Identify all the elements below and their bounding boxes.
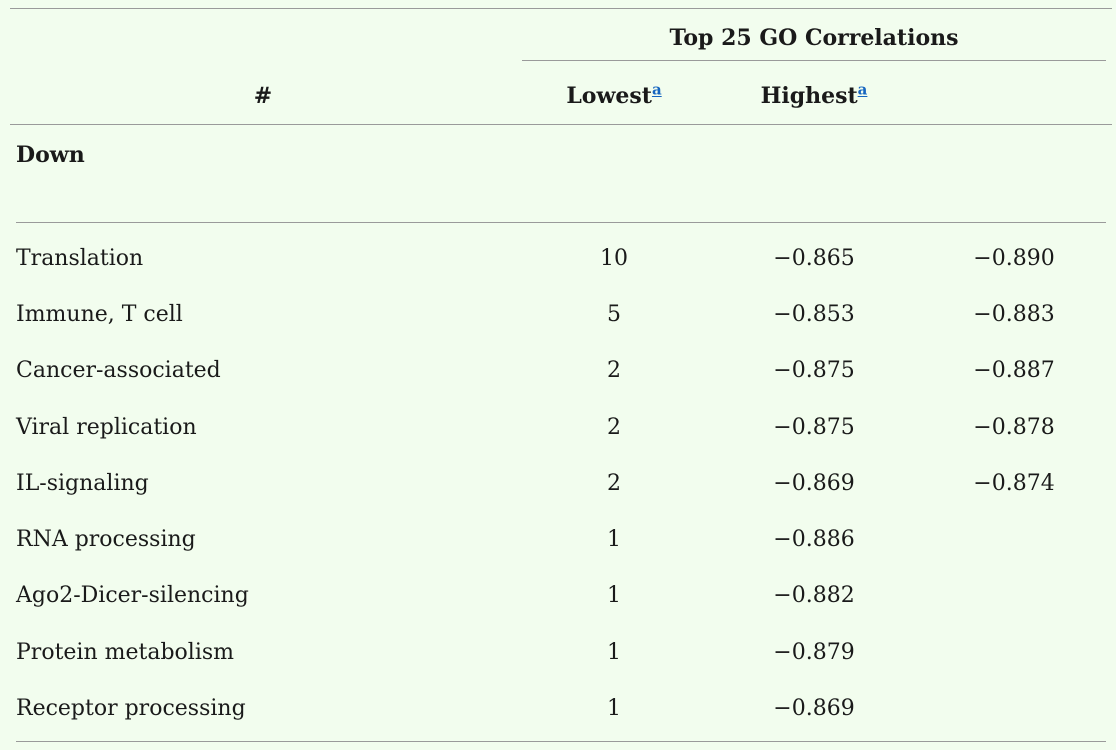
- row-lowest: −0.875: [773, 415, 855, 440]
- header-bottom-rule: [10, 124, 1112, 125]
- row-highest: −0.890: [973, 246, 1055, 271]
- row-category: RNA processing: [16, 527, 196, 552]
- group-header-title: Top 25 GO Correlations: [669, 25, 959, 51]
- row-count: 1: [607, 527, 621, 552]
- row-lowest: −0.853: [773, 302, 855, 327]
- row-count: 1: [607, 640, 621, 665]
- row-category: Translation: [16, 246, 144, 271]
- row-highest: −0.883: [973, 302, 1055, 327]
- row-highest: −0.878: [973, 415, 1055, 440]
- row-lowest: −0.869: [773, 471, 855, 496]
- row-count: 1: [607, 696, 621, 721]
- row-count: 2: [607, 415, 621, 440]
- row-highest: −0.874: [973, 471, 1055, 496]
- row-count: 2: [607, 471, 621, 496]
- footnote-link-a[interactable]: a: [651, 80, 662, 99]
- row-lowest: −0.875: [773, 358, 855, 383]
- row-category: Receptor processing: [16, 696, 246, 721]
- row-category: Cancer-associated: [16, 358, 221, 383]
- column-header-highest: [761, 82, 868, 110]
- row-lowest: −0.865: [773, 246, 855, 271]
- row-count: 5: [607, 302, 621, 327]
- section-label-down: Down: [16, 142, 85, 168]
- row-count: 2: [607, 358, 621, 383]
- row-category: Viral replication: [16, 415, 197, 440]
- column-header-lowest-label: Lowest: [566, 83, 652, 109]
- row-lowest: −0.882: [773, 583, 855, 608]
- table-bottom-rule: [16, 741, 1106, 742]
- footnote-link-a[interactable]: a: [857, 80, 868, 99]
- row-category: Immune, T cell: [16, 302, 183, 327]
- table-top-rule: [10, 8, 1112, 9]
- section-rule: [16, 222, 1106, 223]
- row-category: IL-signaling: [16, 471, 149, 496]
- row-lowest: −0.886: [773, 527, 855, 552]
- row-lowest: −0.869: [773, 696, 855, 721]
- row-count: 10: [600, 246, 628, 271]
- column-header-lowest: [566, 82, 661, 110]
- row-highest: −0.887: [973, 358, 1055, 383]
- row-count: 1: [607, 583, 621, 608]
- row-category: Ago2-Dicer-silencing: [16, 583, 249, 608]
- row-category: Protein metabolism: [16, 640, 235, 665]
- column-header-highest-label: Highest: [760, 83, 858, 109]
- row-lowest: −0.879: [773, 640, 855, 665]
- column-header-hash: #: [253, 83, 273, 109]
- group-header-underline: [522, 60, 1106, 61]
